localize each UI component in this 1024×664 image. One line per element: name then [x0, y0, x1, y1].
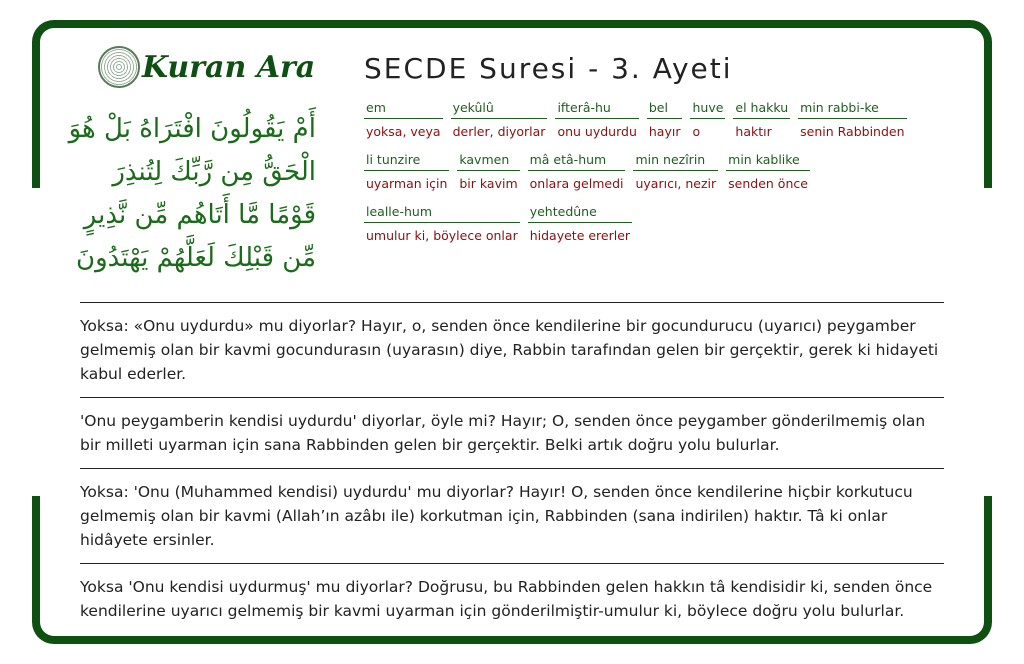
word-item — [555, 100, 638, 139]
word-meaning: bir kavim — [459, 176, 518, 191]
word-item — [528, 204, 632, 243]
word-item — [647, 100, 683, 139]
word-meaning: senin Rabbinden — [800, 124, 905, 139]
word-transliteration: li tunzire — [364, 152, 449, 171]
word-transliteration: yekûlû — [451, 100, 548, 119]
word-meaning: o — [692, 124, 701, 139]
translation-item: Yoksa: «Onu uydurdu» mu diyorlar? Hayır, o, senden önce kendilerine bir gocundurucu (uyarıcı) peygamber gelmemiş olan bir kavmi gocundurasın (uyarasın) diye, Rabbin tarafından gelen bir gerçektir, gerek ki hidayeti kabul ederler. — [80, 302, 944, 397]
word-transliteration: kavmen — [457, 152, 519, 171]
translation-item: Yoksa: 'Onu (Muhammed kendisi) uydurdu' mu diyorlar? Hayır! O, senden önce kendilerine hiçbir korkutucu gelmemiş olan bir kavmi (Allah’ın azâbı ile) korkutman için, Rabbinden (sana indirilen) haktır. Tâ ki onlar hidâyete ersinler. — [80, 468, 944, 563]
word-transliteration: ifterâ-hu — [555, 100, 638, 119]
word-transliteration: min rabbi-ke — [798, 100, 906, 119]
word-meaning: onlara gelmedi — [529, 176, 624, 191]
logo-text: Kuran Ara — [142, 49, 316, 85]
word-meaning: hayır — [648, 124, 681, 139]
word-transliteration: lealle-hum — [364, 204, 520, 223]
word-meaning: umulur ki, böylece onlar — [366, 228, 518, 243]
word-meaning: haktır — [735, 124, 772, 139]
word-item — [528, 152, 626, 191]
word-meaning: uyarman için — [366, 176, 448, 191]
word-transliteration: min kablike — [726, 152, 810, 171]
page-title: SECDE Suresi - 3. Ayeti — [364, 52, 733, 85]
word-meaning: senden önce — [728, 176, 808, 191]
word-meaning: derler, diyorlar — [452, 124, 546, 139]
word-transliteration: mâ etâ-hum — [528, 152, 626, 171]
logo[interactable] — [98, 46, 315, 88]
word-by-word-list — [364, 100, 924, 243]
word-item — [798, 100, 906, 139]
word-meaning: hidayete ererler — [529, 228, 631, 243]
translations-list — [80, 302, 944, 634]
word-item — [457, 152, 519, 191]
arabic-verse: أَمْ يَقُولُونَ افْتَرَاهُ بَلْ هُوَ الْحَقُّ مِن رَّبِّكَ لِتُنذِرَ قَوْمًا مَّا أَتَاهُم مِّن نَّذِيرٍ مِّن قَبْلِكَ لَعَلَّهُمْ يَهْتَدُونَ — [68, 114, 316, 273]
word-transliteration: huve — [690, 100, 725, 119]
translation-item: Yoksa 'Onu kendisi uydurmuş' mu diyorlar? Doğrusu, bu Rabbinden gelen hakkın tâ kendisidir ki, senden önce kendilerine uyarıcı gelmemiş bir kavmi uyarman için gönderilmiştir-umulur ki, böylece doğru yolu bulurlar. — [80, 563, 944, 634]
word-meaning: yoksa, veya — [366, 124, 441, 139]
quran-seal-icon — [98, 46, 140, 88]
word-transliteration: yehtedûne — [528, 204, 632, 223]
word-transliteration: el hakku — [733, 100, 790, 119]
word-item — [451, 100, 548, 139]
word-item — [733, 100, 790, 139]
word-item — [364, 204, 520, 243]
translation-item: 'Onu peygamberin kendisi uydurdu' diyorlar, öyle mi? Hayır; O, senden önce peygamber gönderilmemiş olan bir milleti uyarman için sana Rabbinden gelen bir gerçektir. Belki artık doğru yolu bulurlar. — [80, 397, 944, 468]
word-item — [690, 100, 725, 139]
word-transliteration: min nezîrin — [633, 152, 718, 171]
word-meaning: uyarıcı, nezir — [635, 176, 717, 191]
word-transliteration: bel — [647, 100, 683, 119]
word-meaning: onu uydurdu — [557, 124, 637, 139]
word-item — [364, 152, 449, 191]
word-transliteration: em — [364, 100, 443, 119]
word-item — [726, 152, 810, 191]
word-item — [364, 100, 443, 139]
word-item — [633, 152, 718, 191]
